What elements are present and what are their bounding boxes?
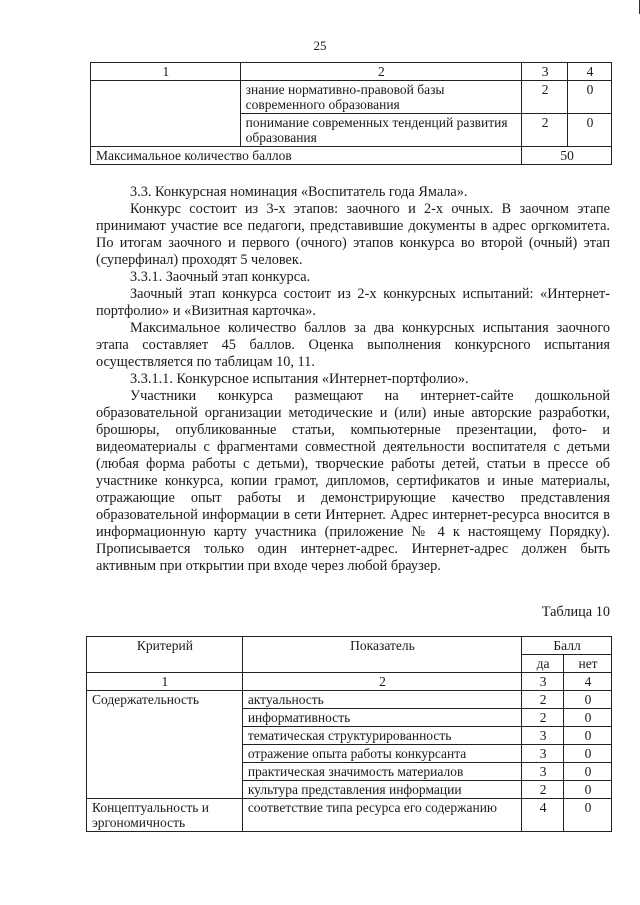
paragraph: Конкурс состоит из 3-х этапов: заочного и 2-х очных. В заочном этапе принимают участие все педагоги, представившие документы в адрес оргкомитета. По итогам заочного и первого (очного) этапов конкурса во второй (очный) этап (суперфинал) проходят 5 человек. (96, 201, 610, 268)
indicator-cell: соответствие типа ресурса его содержанию (242, 799, 521, 832)
header-no: нет (564, 655, 612, 673)
score-yes-cell: 2 (522, 691, 564, 709)
score-yes-cell: 3 (522, 727, 564, 745)
table-header-row (91, 63, 612, 81)
score-yes-cell: 2 (522, 781, 564, 799)
column-number: 3 (522, 63, 568, 81)
column-number: 2 (242, 673, 521, 691)
body-text (96, 184, 610, 575)
column-number: 2 (240, 63, 521, 81)
indicator-cell: знание нормативно-правовой базы современного образования (240, 81, 521, 114)
score-no-cell: 0 (564, 727, 612, 745)
score-yes-cell: 4 (522, 799, 564, 832)
criterion-cell-empty (91, 81, 241, 147)
column-number: 1 (87, 673, 243, 691)
header-indicator: Показатель (242, 637, 521, 673)
column-number: 4 (564, 673, 612, 691)
paragraph: Максимальное количество баллов за два конкурсных испытания заочного этапа составляет 45 баллов. Оценка выполнения конкурсного испытания осуществляется по таблицам 10, 11. (96, 320, 610, 370)
max-score-label: Максимальное количество баллов (91, 147, 522, 165)
score-no-cell: 0 (564, 691, 612, 709)
score-no-cell: 0 (564, 781, 612, 799)
score-no-cell: 0 (568, 81, 612, 114)
header-score: Балл (522, 637, 612, 655)
score-yes-cell: 2 (522, 114, 568, 147)
column-number: 1 (91, 63, 241, 81)
continued-scoring-table (90, 62, 612, 165)
column-number: 4 (568, 63, 612, 81)
indicator-cell: культура представления информации (242, 781, 521, 799)
table-caption: Таблица 10 (541, 604, 610, 620)
score-no-cell: 0 (564, 763, 612, 781)
score-no-cell: 0 (564, 799, 612, 832)
score-no-cell: 0 (568, 114, 612, 147)
indicator-cell: информативность (242, 709, 521, 727)
score-no-cell: 0 (564, 745, 612, 763)
table-header-row (87, 637, 612, 655)
header-criterion: Критерий (87, 637, 243, 673)
score-yes-cell: 3 (522, 763, 564, 781)
paragraph: Заочный этап конкурса состоит из 2-х конкурсных испытаний: «Интернет-портфолио» и «Визитная карточка». (96, 286, 610, 319)
criterion-cell: Концептуальность и эргономичность (87, 799, 243, 832)
indicator-cell: понимание современных тенденций развития образования (240, 114, 521, 147)
criterion-cell: Содержательность (87, 691, 243, 799)
indicator-cell: тематическая структурированность (242, 727, 521, 745)
table-total-row (91, 147, 612, 165)
table-numbering-row (87, 673, 612, 691)
score-no-cell: 0 (564, 709, 612, 727)
subsection-heading: 3.3.1.1. Конкурсное испытания «Интернет-портфолио». (130, 371, 469, 387)
score-yes-cell: 3 (522, 745, 564, 763)
section-heading: 3.3. Конкурсная номинация «Воспитатель года Ямала». (130, 184, 468, 200)
subsection-heading: 3.3.1. Заочный этап конкурса. (130, 269, 311, 285)
indicator-cell: актуальность (242, 691, 521, 709)
page-number: 25 (313, 38, 327, 53)
header-yes: да (522, 655, 564, 673)
table-row (91, 81, 612, 114)
column-number: 3 (522, 673, 564, 691)
table-row (87, 691, 612, 709)
indicator-cell: практическая значимость материалов (242, 763, 521, 781)
score-yes-cell: 2 (522, 81, 568, 114)
indicator-cell: отражение опыта работы конкурсанта (242, 745, 521, 763)
table-row (87, 799, 612, 832)
max-score-value: 50 (522, 147, 612, 165)
score-yes-cell: 2 (522, 709, 564, 727)
paragraph: Участники конкурса размещают на интернет-сайте дошкольной образовательной организации методические и (или) иные авторские разработки, брошюры, опубликованные статьи, компьютерные презентации, фото- и видеоматериалы с фрагментами совместной деятельности воспитателя с детьми (любая форма работы с детьми), творческие работы детей, статьи в прессе об участнике конкурса, копии грамот, дипломов, сертификатов и иные материалы, отражающие опыт работы и демонстрирующие качество представления образовательной информации в сети Интернет. Адрес интернет-ресурса вносится в информационную карту участника (приложение № 4 к настоящему Порядку). Прописывается только один интернет-адрес. Интернет-адрес должен быть активным при открытии при входе через любой браузер. (96, 388, 610, 574)
scoring-table-10 (86, 636, 612, 832)
